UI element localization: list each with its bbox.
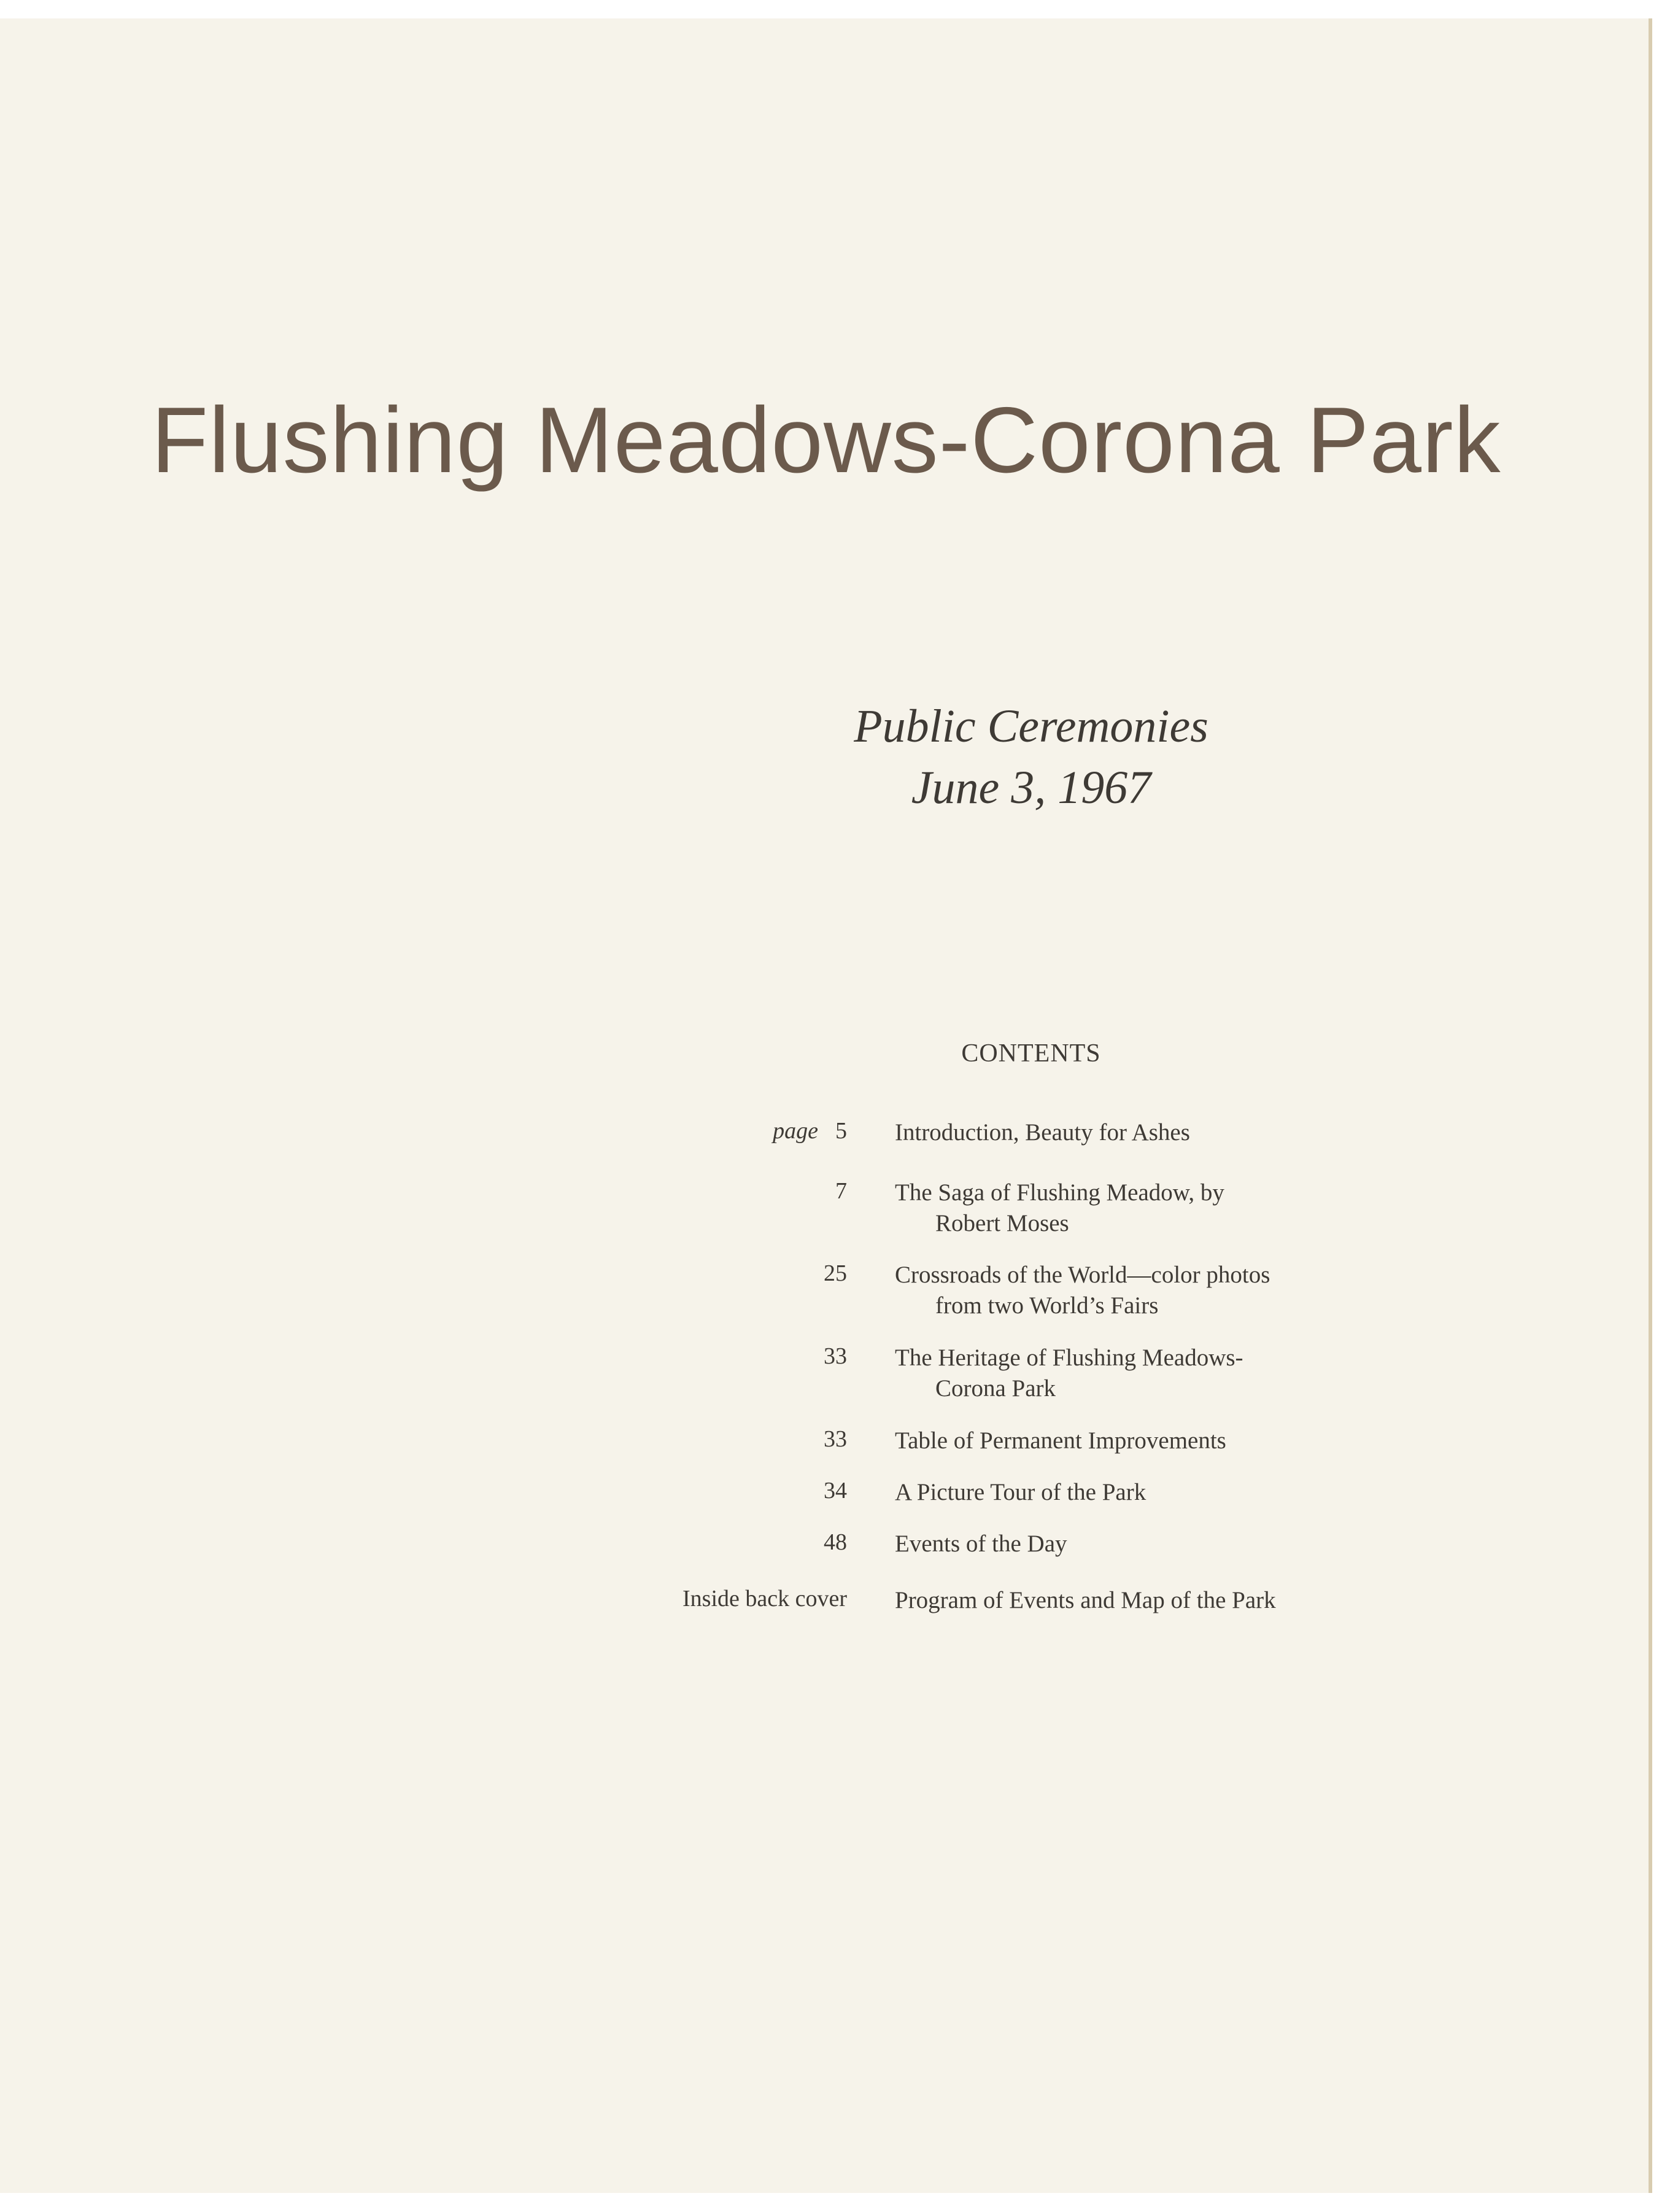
toc-title: A Picture Tour of the Park bbox=[895, 1479, 1146, 1505]
toc-page-number: page 5 bbox=[773, 1118, 847, 1144]
toc-page-number: 33 bbox=[824, 1343, 847, 1369]
ceremony-subtitle: Public Ceremonies bbox=[854, 700, 1208, 752]
toc-page-number: Inside back cover bbox=[682, 1586, 847, 1612]
toc-title: Program of Events and Map of the Park bbox=[895, 1587, 1276, 1613]
toc-title: Table of Permanent Improvements bbox=[895, 1427, 1226, 1454]
toc-title: Events of the Day bbox=[895, 1531, 1067, 1557]
toc-page-number: 48 bbox=[824, 1529, 847, 1555]
toc-page-number: 25 bbox=[824, 1260, 847, 1286]
toc-page-number: 34 bbox=[824, 1478, 847, 1504]
toc-title: Crossroads of the World—color photos from two World’s Fairs bbox=[895, 1262, 1270, 1319]
page-label: page bbox=[773, 1118, 818, 1144]
toc-title: The Saga of Flushing Meadow, by Robert Moses bbox=[895, 1179, 1224, 1236]
bleed-through-text bbox=[589, 203, 600, 252]
toc-page-number: 7 bbox=[835, 1178, 847, 1204]
contents-heading: CONTENTS bbox=[961, 1039, 1101, 1068]
ceremony-date: June 3, 1967 bbox=[911, 762, 1151, 813]
toc-title: Introduction, Beauty for Ashes bbox=[895, 1119, 1190, 1146]
toc-page-number: 33 bbox=[824, 1426, 847, 1452]
toc-title: The Heritage of Flushing Meadows- Corona Park bbox=[895, 1345, 1243, 1402]
page-title: Flushing Meadows-Corona Park bbox=[151, 388, 1501, 492]
document-page bbox=[0, 18, 1652, 2193]
